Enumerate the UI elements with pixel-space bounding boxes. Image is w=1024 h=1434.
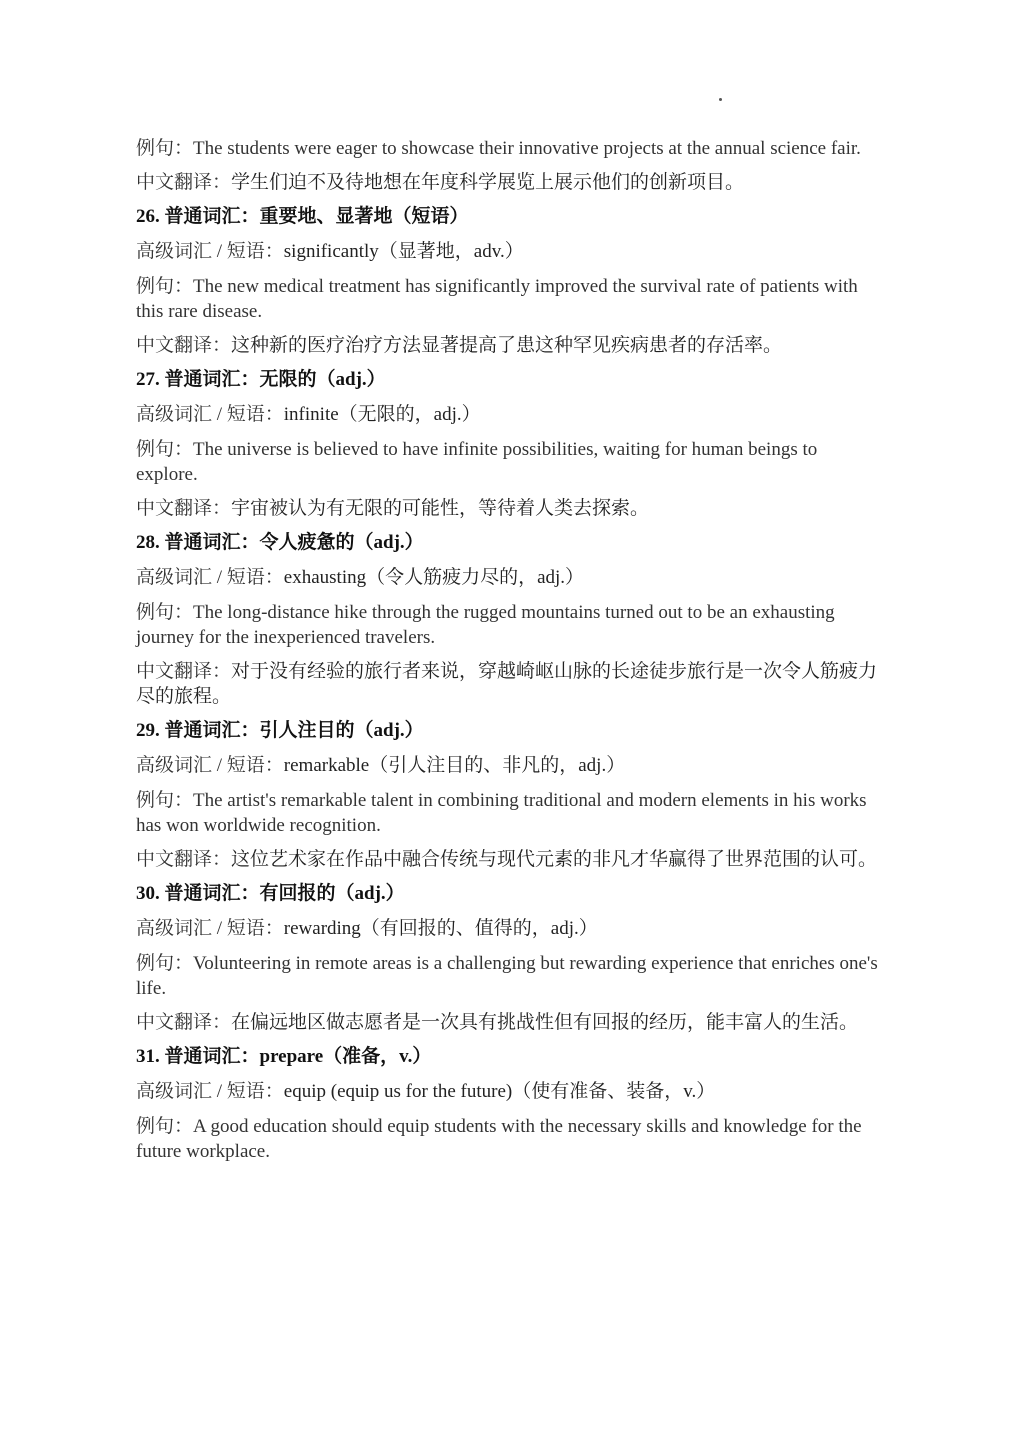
advanced-vocab-line — [136, 239, 878, 264]
translation-line — [136, 333, 878, 358]
example-text: The long-distance hike through the rugged mountains turned out to be an exhausting journey for the inexperienced travelers. — [136, 602, 835, 648]
translation-text: 这位艺术家在作品中融合传统与现代元素的非凡才华赢得了世界范围的认可。 — [231, 849, 878, 870]
translation-text: 宇宙被认为有无限的可能性，等待着人类去探索。 — [231, 498, 650, 519]
advanced-vocab-line — [136, 1079, 878, 1104]
example-sentence — [136, 1114, 878, 1164]
continued-entry — [136, 136, 878, 195]
example-text: Volunteering in remote areas is a challenging but rewarding experience that enriches one's life. — [136, 953, 878, 999]
vocab-entry — [136, 204, 878, 358]
advanced-text: remarkable（引人注目的、非凡的，adj.） — [283, 755, 626, 776]
advanced-text: rewarding（有回报的、值得的，adj.） — [283, 918, 598, 939]
translation-line — [136, 170, 878, 195]
translation-line — [136, 847, 878, 872]
example-label: 例句： — [136, 790, 194, 811]
example-sentence — [136, 274, 878, 324]
entry-heading: 28. 普通词汇：令人疲惫的（adj.） — [136, 532, 424, 553]
advanced-label: 高级词汇 / 短语： — [136, 755, 284, 776]
advanced-text: infinite（无限的，adj.） — [283, 404, 481, 425]
advanced-label: 高级词汇 / 短语： — [136, 918, 284, 939]
advanced-vocab-line — [136, 916, 878, 941]
example-label: 例句： — [136, 602, 194, 623]
advanced-text: equip (equip us for the future)（使有准备、装备，v.） — [283, 1081, 716, 1102]
example-sentence — [136, 788, 878, 838]
vocab-entry — [136, 1044, 878, 1164]
example-text: The students were eager to showcase their innovative projects at the annual science fair. — [193, 138, 861, 159]
translation-text: 在偏远地区做志愿者是一次具有挑战性但有回报的经历，能丰富人的生活。 — [231, 1012, 859, 1033]
advanced-vocab-line — [136, 565, 878, 590]
translation-label: 中文翻译： — [136, 1012, 232, 1033]
example-sentence — [136, 600, 878, 650]
translation-label: 中文翻译： — [136, 498, 232, 519]
advanced-vocab-line — [136, 753, 878, 778]
advanced-label: 高级词汇 / 短语： — [136, 567, 284, 588]
example-sentence — [136, 437, 878, 487]
example-sentence — [136, 951, 878, 1001]
example-label: 例句： — [136, 953, 194, 974]
advanced-text: exhausting（令人筋疲力尽的，adj.） — [283, 567, 585, 588]
example-label: 例句： — [136, 1116, 194, 1137]
advanced-text: significantly（显著地，adv.） — [283, 241, 524, 262]
advanced-label: 高级词汇 / 短语： — [136, 1081, 284, 1102]
vocabulary-content — [136, 136, 878, 1173]
translation-text: 这种新的医疗治疗方法显著提高了患这种罕见疾病患者的存活率。 — [231, 335, 783, 356]
vocab-entry — [136, 367, 878, 521]
translation-text: 对于没有经验的旅行者来说，穿越崎岖山脉的长途徒步旅行是一次令人筋疲力尽的旅程。 — [136, 661, 878, 707]
translation-line — [136, 496, 878, 521]
example-sentence — [136, 136, 878, 161]
advanced-label: 高级词汇 / 短语： — [136, 404, 284, 425]
translation-line — [136, 1010, 878, 1035]
example-text: A good education should equip students with the necessary skills and knowledge for the future workplace. — [136, 1116, 862, 1162]
example-text: The universe is believed to have infinite possibilities, waiting for human beings to explore. — [136, 439, 818, 485]
translation-line — [136, 659, 878, 709]
translation-label: 中文翻译： — [136, 335, 232, 356]
entry-heading: 31. 普通词汇：prepare（准备，v.） — [136, 1046, 432, 1067]
stray-dot-mark — [719, 98, 722, 101]
translation-text: 学生们迫不及待地想在年度科学展览上展示他们的创新项目。 — [231, 172, 745, 193]
translation-label: 中文翻译： — [136, 849, 232, 870]
entry-heading: 26. 普通词汇：重要地、显著地（短语） — [136, 206, 469, 227]
example-label: 例句： — [136, 138, 194, 159]
advanced-label: 高级词汇 / 短语： — [136, 241, 284, 262]
translation-label: 中文翻译： — [136, 172, 232, 193]
entry-heading: 30. 普通词汇：有回报的（adj.） — [136, 883, 405, 904]
vocab-entry — [136, 530, 878, 709]
example-text: The new medical treatment has significantly improved the survival rate of patients with this rare disease. — [136, 276, 858, 322]
example-label: 例句： — [136, 439, 194, 460]
entry-heading: 29. 普通词汇：引人注目的（adj.） — [136, 720, 424, 741]
advanced-vocab-line — [136, 402, 878, 427]
vocab-entry — [136, 881, 878, 1035]
example-label: 例句： — [136, 276, 194, 297]
example-text: The artist's remarkable talent in combining traditional and modern elements in his works has won worldwide recognition. — [136, 790, 867, 836]
vocab-entry — [136, 718, 878, 872]
entry-heading: 27. 普通词汇：无限的（adj.） — [136, 369, 386, 390]
translation-label: 中文翻译： — [136, 661, 232, 682]
